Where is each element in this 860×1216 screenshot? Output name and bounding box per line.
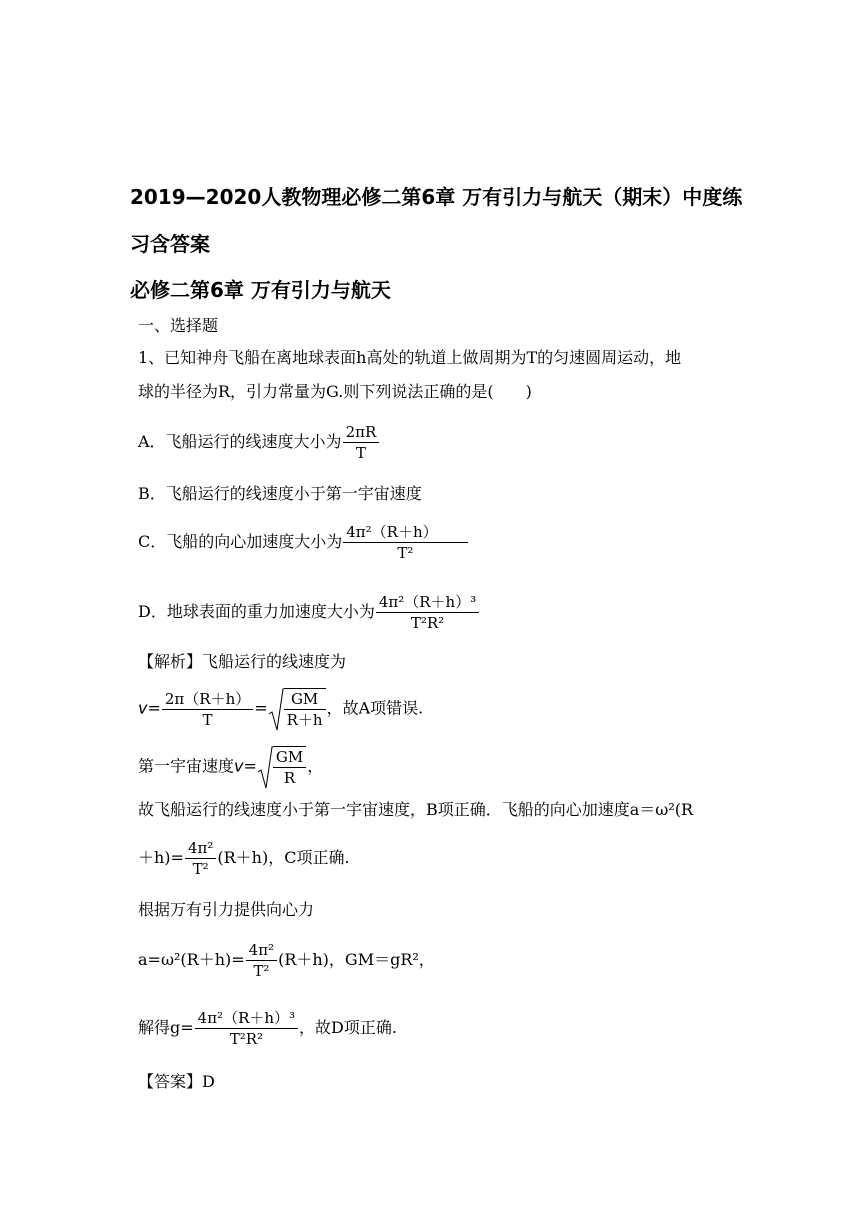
sqrt1-numerator: GM — [284, 689, 326, 710]
radical-sign-icon-2 — [257, 746, 273, 790]
acceleration-equation — [138, 940, 435, 981]
line-c-prefix: ＋h)= — [138, 848, 184, 867]
option-c-numerator: 4π²（R＋h） — [343, 522, 467, 543]
velocity-numerator: 2π（R＋h） — [162, 689, 253, 710]
equals-sign-2: = — [254, 698, 268, 718]
sqrt2-denominator: R — [283, 769, 296, 787]
sqrt2-numerator: GM — [273, 747, 306, 768]
option-a-text: A．飞船运行的线速度大小为 — [138, 432, 342, 451]
doc-title-line2: 习含答案 — [130, 232, 210, 256]
line-c-numerator: 4π² — [185, 838, 216, 859]
velocity-symbol: v — [138, 698, 148, 718]
option-b: B．飞船运行的线速度小于第一宇宙速度 — [138, 484, 422, 503]
a-denominator: T² — [253, 962, 270, 980]
centripetal-acceleration-line — [138, 838, 350, 879]
g-prefix: 解得g= — [138, 1018, 194, 1037]
option-d — [138, 592, 480, 633]
option-a-denominator: T — [355, 444, 366, 462]
answer-value: D — [202, 1072, 215, 1091]
option-d-fraction — [376, 592, 479, 633]
option-d-denominator: T²R² — [410, 614, 445, 632]
sqrt2-fraction — [273, 746, 306, 788]
answer-label: 【答案】 — [138, 1072, 203, 1091]
option-a-numerator: 2πR — [343, 422, 380, 443]
g-fraction — [195, 1008, 298, 1049]
radical-sign-icon — [268, 688, 284, 732]
option-c — [138, 522, 469, 563]
sqrt-gm-over-r — [257, 746, 307, 788]
line-c-denominator: T² — [192, 860, 209, 878]
option-d-numerator: 4π²（R＋h）³ — [376, 592, 479, 613]
equals-sign-3: = — [243, 756, 257, 776]
gravitation-text: 根据万有引力提供向心力 — [138, 900, 315, 919]
velocity-symbol-2: v — [234, 756, 244, 776]
question1-line2: 球的半径为R，引力常量为G.则下列说法正确的是( ) — [138, 382, 532, 401]
option-a-fraction — [343, 422, 380, 463]
g-numerator: 4π²（R＋h）³ — [195, 1008, 298, 1029]
gravity-solution — [138, 1008, 397, 1049]
velocity-equation — [138, 688, 423, 730]
sqrt-gm-over-r-plus-h — [268, 688, 327, 730]
sqrt1-fraction — [284, 688, 326, 730]
velocity-denominator: T — [202, 710, 213, 729]
doc-title-line1: 2019—2020人教物理必修二第6章 万有引力与航天（期末）中度练 — [130, 185, 743, 209]
first-cosmic-velocity-equation — [138, 746, 323, 788]
doc-subtitle: 必修二第6章 万有引力与航天 — [130, 278, 391, 302]
answer-line — [138, 1072, 215, 1092]
analysis-intro — [138, 652, 346, 672]
option-d-text: D．地球表面的重力加速度大小为 — [138, 602, 375, 621]
line-c-suffix: (R＋h)，C项正确. — [217, 848, 350, 867]
velocity-conclusion: ，故A项错误. — [326, 698, 424, 718]
a-fraction — [246, 940, 277, 981]
line-c-fraction — [185, 838, 216, 879]
equals-sign: = — [147, 698, 161, 718]
comma: ， — [307, 756, 324, 776]
option-a — [138, 422, 380, 463]
sqrt1-denominator: R＋h — [286, 711, 323, 729]
analysis-label: 【解析】 — [138, 652, 203, 671]
option-c-fraction — [343, 522, 467, 563]
a-prefix: a=ω²(R＋h)= — [138, 950, 245, 969]
first-cosmic-text: 第一宇宙速度 — [138, 756, 235, 776]
analysis-line-b: 故飞船运行的线速度小于第一宇宙速度，B项正确．飞船的向心加速度a＝ω²(R — [138, 800, 694, 819]
option-c-denominator: T² — [397, 544, 414, 562]
option-c-text: C．飞船的向心加速度大小为 — [138, 532, 343, 551]
question1-line1: 1、已知神舟飞船在离地球表面h高处的轨道上做周期为T的匀速圆周运动，地 — [138, 348, 682, 367]
a-suffix: (R＋h)，GM＝gR²， — [278, 950, 435, 969]
section-heading: 一、选择题 — [138, 316, 219, 335]
g-denominator: T²R² — [229, 1030, 264, 1048]
g-suffix: ，故D项正确. — [299, 1018, 397, 1037]
a-numerator: 4π² — [246, 940, 277, 961]
velocity-fraction — [162, 689, 253, 730]
analysis-intro-text: 飞船运行的线速度为 — [202, 652, 347, 671]
